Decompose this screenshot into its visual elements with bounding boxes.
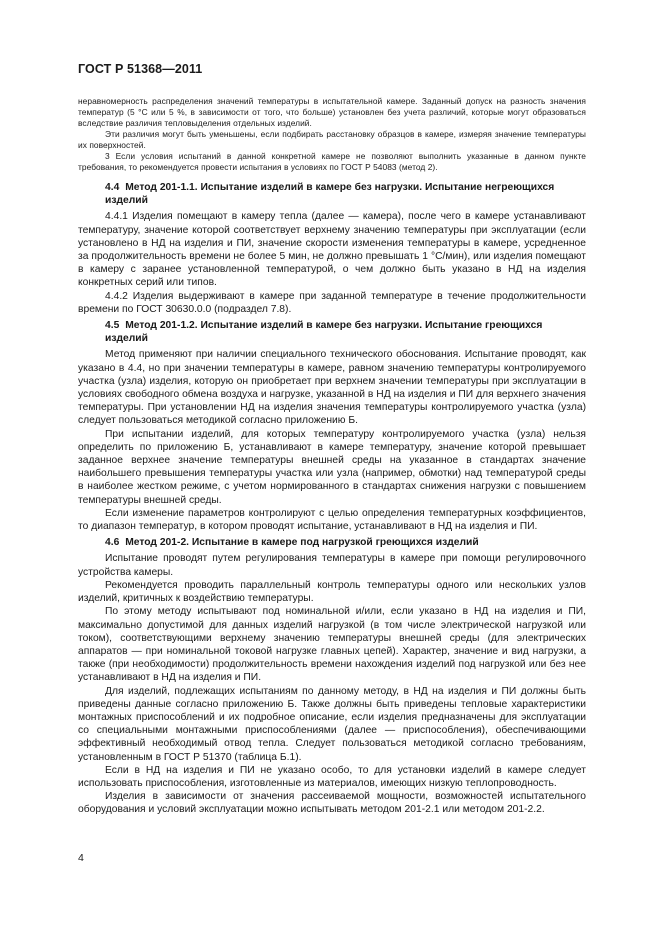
document-header: ГОСТ Р 51368—2011	[78, 62, 203, 76]
body-paragraph: Изделия в зависимости от значения рассеиваемой мощности, возможностей испытательного оборудования и условий эксплуатации можно испытывать методом 201-2.1 или методом 201-2.2.	[78, 791, 586, 816]
body-paragraph: Для изделий, подлежащих испытаниям по данному методу, в НД на изделия и ПИ должны быть приведены данные согласно приложению Б. Также должны быть приведены тепловые характеристики монтажных приспособлений и их подробное описание, если изделия предназначены для эксплуатации со специальными монтажными приспособлениями (далее — приспособления), обеспечивающими эффективный необходимый отвод тепла. Следует пользоваться методикой согласно требованиям, установленным в ГОСТ Р 51370 (таблица Б.1).	[78, 685, 586, 763]
note-paragraph: 3 Если условия испытаний в данной конкретной камере не позволяют выполнить указанные в данном пункте требования, то рекомендуется провести испытания в условиях по ГОСТ Р 54083 (метод 2).	[78, 151, 586, 172]
section-number: 4.6	[105, 537, 120, 549]
page-number: 4	[78, 852, 84, 864]
note-paragraph: Эти различия могут быть уменьшены, если подбирать расстановку образцов в камере, измеряя значение температуры их поверхностей.	[78, 129, 586, 150]
document-body	[78, 96, 586, 817]
body-paragraph: Испытание проводят путем регулирования температуры в камере при помощи регулировочного устройства камеры.	[78, 553, 586, 578]
note-paragraph: неравномерность распределения значений температуры в испытательной камере. Заданный допуск на разность значения температур (5 °С или 5 %, в зависимости от того, что больше) установлен без учета различий, которые могут образоваться вследствие различия тепловыделения отдельных изделий.	[78, 96, 586, 128]
body-paragraph: Метод применяют при наличии специального технического обоснования. Испытание проводят, как указано в 4.4, но при значении температуры в камере, равном значению температуры контролируемого участка (узла) изделия, которую он приобретает при верхнем значении температуры при эксплуатации в условиях свободного обмена воздуха и нагрузке, указанной в НД на изделия и ПИ для верхнего значения температуры. При установлении НД на изделия значения температуры контролируемого участка (узла) следует пользоваться методикой согласно приложению Б.	[78, 349, 586, 427]
body-paragraph: 4.4.2 Изделия выдерживают в камере при заданной температуре в течение продолжительности времени по ГОСТ 30630.0.0 (подраздел 7.8).	[78, 290, 586, 315]
body-paragraph: Если изменение параметров контролируют с целью определения температурных коэффициентов, то диапазон температур, в котором проводят испытание, устанавливают в НД на изделия и ПИ.	[78, 507, 586, 533]
section-title: Метод 201-1.1. Испытание изделий в камере без нагрузки. Испытание негреющихся изделий	[105, 182, 555, 207]
body-paragraph: Рекомендуется проводить параллельный контроль температуры одного или нескольких узлов изделий, критичных к воздействию температуры.	[78, 579, 586, 605]
body-paragraph: Если в НД на изделия и ПИ не указано особо, то для установки изделий в камере следует использовать приспособления, изготовленные из материалов, имеющих низкую теплопроводность.	[78, 764, 586, 789]
section-number: 4.4	[105, 182, 120, 193]
section-heading-4-5	[78, 319, 586, 345]
section-heading-4-4	[78, 181, 586, 207]
section-title: Метод 201-2. Испытание в камере под нагрузкой греющихся изделий	[125, 537, 479, 549]
body-paragraph: При испытании изделий, для которых температуру контролируемого участка (узла) нельзя определить по приложению Б, устанавливают в камере температуру, значение которой превышает заданное верхнее значение температуры внешней среды на указанное в стандартах значение наибольшего превышения температуры участка или узла (например, обмотки) над температурой среды в наиболее жестком режиме, с учетом нормированного в стандартах снижения нагрузки с повышением температуры внешней среды.	[78, 428, 586, 506]
body-paragraph: 4.4.1 Изделия помещают в камеру тепла (далее — камера), после чего в камере устанавливают температуру, значение которой соответствует верхнему значению температуры при эксплуатации (если установлено в НД на изделия и ПИ, значение скорости изменения температуры в камере, усредненное за продолжительность времени не более 5 мин, не должно превышать 1 °С/мин), или изделия помещают в камеру с заранее установленной температурой, о чем должно быть указано в НД на изделия конкретных серий или типов.	[78, 211, 586, 289]
section-title: Метод 201-1.2. Испытание изделий в камере без нагрузки. Испытание греющихся изделий	[105, 320, 543, 345]
section-heading-4-6	[78, 536, 586, 549]
section-number: 4.5	[105, 320, 120, 332]
body-paragraph: По этому методу испытывают под номинальной и/или, если указано в НД на изделия и ПИ, максимально допустимой для данных изделий нагрузкой (в том числе электрической нагрузкой или током), соответствующими верхнему значению температуры внешней среды (для электрических аппаратов — при номинальной токовой нагрузке главных цепей). Характер, значение и вид нагрузки, а также (при необходимости) продолжительность времени нахождения изделий под нагрузкой или без нее устанавливают в НД на изделия и ПИ.	[78, 606, 586, 684]
